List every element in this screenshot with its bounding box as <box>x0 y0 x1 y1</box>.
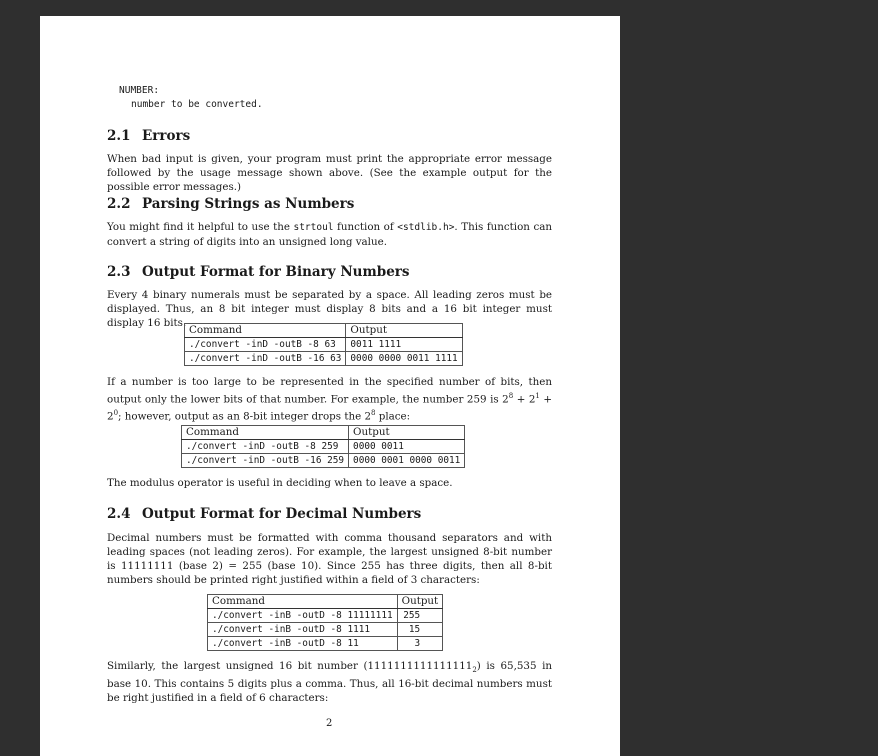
decimal-paragraph: Decimal numbers must be formatted with comma thousand separators and with leading spaces (not leading zeros). For example, the largest unsigned 8-bit number is 11111111 (base 2) = 255 (base 10). Since 255 has three digits, then all 8-bit numbers should be printed right justified within a field of 3 characters: <box>107 532 552 586</box>
section-number: 2.1 <box>107 128 131 144</box>
table-header: Command <box>208 595 398 609</box>
section-heading-errors <box>107 128 190 144</box>
section-heading-binary <box>107 264 410 280</box>
table-row: ./convert -inD -outB -8 259 0000 0011 <box>182 440 465 454</box>
table-header: Command <box>182 426 349 440</box>
table-header: Output <box>349 426 465 440</box>
strtoul-code: strtoul <box>293 222 334 233</box>
usage-description: number to be converted. <box>131 99 263 110</box>
overflow-paragraph: If a number is too large to be represented in the specified number of bits, then output only the lower bits of that number. For example, the number 259 is $2^8 + 2^1 + 2^0$; however, output as an 8-bit integer drops the $2^8$ place: <box>107 376 552 423</box>
section-number: 2.4 <box>107 506 131 522</box>
section-heading-decimal <box>107 506 421 522</box>
table-row: ./convert -inD -outB -16 63 0000 0000 0011 1111 <box>185 352 463 366</box>
decimal-table <box>207 594 443 651</box>
section-title: Parsing Strings as Numbers <box>142 196 355 212</box>
section-number: 2.3 <box>107 264 131 280</box>
usage-label: NUMBER: <box>119 85 160 96</box>
modulus-paragraph: The modulus operator is useful in deciding when to leave a space. <box>107 477 453 489</box>
table-row: ./convert -inB -outD -8 1111 15 <box>208 623 443 637</box>
parsing-paragraph: You might find it helpful to use the strtoul function of <stdlib.h>. This function can convert a string of digits into an unsigned long value. <box>107 221 552 248</box>
section-heading-parsing <box>107 196 354 212</box>
table-header: Output <box>346 324 462 338</box>
table-row: ./convert -inB -outD -8 11 3 <box>208 637 443 651</box>
table-header: Output <box>397 595 443 609</box>
section-number: 2.2 <box>107 196 131 212</box>
section-title: Output Format for Decimal Numbers <box>142 506 422 522</box>
page-number: 2 <box>326 718 333 729</box>
errors-paragraph: When bad input is given, your program must print the appropriate error message followed by the usage message shown above. (See the example output for the possible error messages.) <box>107 153 552 193</box>
similarly-paragraph: Similarly, the largest unsigned 16 bit number $(1111111111111111_2)$ is 65,535 in base 10. This contains 5 digits plus a comma. Thus, all 16-bit decimal numbers must be right justified in a field of 6 characters: <box>107 660 552 705</box>
table-row: ./convert -inB -outD -8 11111111 255 <box>208 609 443 623</box>
table-header: Command <box>185 324 346 338</box>
section-title: Errors <box>142 128 191 144</box>
section-title: Output Format for Binary Numbers <box>142 264 410 280</box>
document-page <box>40 16 620 756</box>
binary-table-2 <box>181 425 465 468</box>
binary-paragraph: Every 4 binary numerals must be separated by a space. All leading zeros must be displayed. Thus, an 8 bit integer must display 8 bits and a 16 bit integer must display 16 bits. <box>107 289 552 329</box>
table-row: ./convert -inD -outB -8 63 0011 1111 <box>185 338 463 352</box>
stdlib-code: <stdlib.h> <box>397 222 455 233</box>
binary-table-1 <box>184 323 463 366</box>
table-row: ./convert -inD -outB -16 259 0000 0001 0000 0011 <box>182 454 465 468</box>
